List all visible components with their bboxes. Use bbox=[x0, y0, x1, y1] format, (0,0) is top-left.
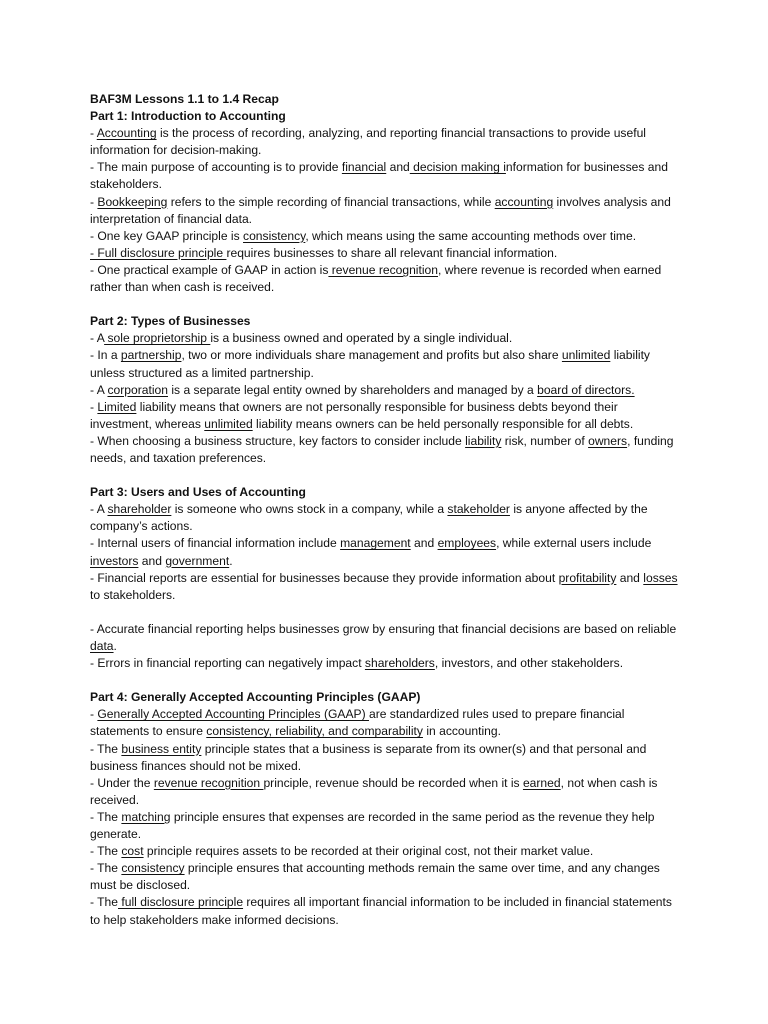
bullet-paragraph bbox=[90, 399, 682, 433]
text-run: . bbox=[113, 639, 117, 653]
text-run: , where revenue is recorded when earned rather than when cash is received. bbox=[90, 262, 662, 295]
text-run: - bbox=[90, 707, 98, 722]
bullet-paragraph bbox=[90, 655, 682, 672]
text-run: - In a bbox=[90, 348, 121, 363]
underlined-term: government bbox=[165, 553, 230, 568]
text-run: is anyone affected by the company’s actions. bbox=[90, 502, 648, 534]
text-run: - When choosing a business structure, key factors to consider include bbox=[90, 433, 466, 448]
document-body bbox=[90, 108, 682, 929]
underlined-term: shareholder bbox=[107, 502, 172, 517]
bullet-paragraph bbox=[90, 159, 682, 193]
text-run: and bbox=[616, 570, 644, 585]
section-1 bbox=[90, 108, 682, 296]
text-run: , which means using the same accounting methods over time. bbox=[305, 228, 637, 243]
text-run: principle ensures that accounting methods remain the same over time, and any changes must be disclosed. bbox=[90, 861, 660, 893]
text-run: is someone who owns stock in a company, while a bbox=[171, 502, 448, 517]
text-run: requires businesses to share all relevant financial information. bbox=[226, 245, 558, 260]
text-run: - Financial reports are essential for businesses because they provide information about bbox=[90, 570, 559, 585]
section-heading: Part 3: Users and Uses of Accounting bbox=[90, 485, 306, 500]
text-run: principle states that a business is separate from its owner(s) and that personal and business finances should not be mixed. bbox=[90, 741, 647, 773]
text-run: liability means owners can be held personally responsible for all debts. bbox=[252, 416, 634, 431]
bullet-paragraph bbox=[90, 809, 682, 843]
text-run: principle ensures that expenses are recorded in the same period as the revenue they help generate. bbox=[90, 809, 655, 842]
bullet-paragraph bbox=[90, 330, 682, 347]
text-run: and bbox=[410, 536, 438, 551]
underlined-term: losses bbox=[643, 570, 678, 585]
section-heading: Part 4: Generally Accepted Accounting Principles (GAAP) bbox=[90, 690, 421, 705]
bullet-paragraph bbox=[90, 860, 682, 894]
underlined-term: consistency bbox=[243, 228, 306, 243]
underlined-term: full disclosure principle bbox=[118, 895, 244, 910]
text-run: - Under the bbox=[90, 775, 154, 790]
underlined-term: matching bbox=[121, 809, 171, 824]
underlined-term: consistency, reliability, and comparability bbox=[206, 724, 423, 739]
document-page bbox=[90, 91, 682, 946]
text-run: - One key GAAP principle is bbox=[90, 228, 244, 243]
text-run: involves analysis and interpretation of financial data. bbox=[90, 194, 671, 226]
bullet-paragraph bbox=[90, 741, 682, 775]
underlined-term: employees bbox=[437, 536, 497, 551]
text-run: requires all important financial information to be included in financial statements to help stakeholders make informed decisions. bbox=[90, 895, 672, 927]
text-run: , while external users include bbox=[496, 536, 652, 551]
text-run: - Errors in financial reporting can negatively impact bbox=[90, 656, 365, 671]
bullet-paragraph bbox=[90, 125, 682, 159]
underlined-term: corporation bbox=[107, 382, 168, 397]
underlined-term: Bookkeeping bbox=[97, 194, 168, 209]
section-heading: Part 1: Introduction to Accounting bbox=[90, 109, 286, 124]
text-run: liability unless structured as a limited partnership. bbox=[90, 348, 650, 380]
text-run: - One practical example of GAAP in action is bbox=[90, 262, 329, 277]
text-run: and bbox=[386, 160, 410, 175]
text-run: - bbox=[90, 399, 98, 414]
underlined-term: stakeholder bbox=[447, 502, 510, 517]
text-run: are standardized rules used to prepare financial statements to ensure bbox=[90, 707, 625, 739]
underlined-term: accounting bbox=[494, 194, 554, 209]
bullet-paragraph bbox=[90, 894, 682, 928]
underlined-term: Accounting bbox=[96, 126, 157, 141]
underlined-term: unlimited bbox=[204, 416, 253, 431]
text-run: , funding needs, and taxation preferences. bbox=[90, 433, 674, 465]
bullet-paragraph bbox=[90, 570, 682, 604]
text-run: principle requires assets to be recorded at their original cost, not their market value. bbox=[143, 844, 594, 859]
underlined-term: investors bbox=[90, 553, 139, 568]
underlined-term: Generally Accepted Accounting Principles (GAAP) bbox=[97, 707, 369, 722]
underlined-term: earned bbox=[522, 775, 561, 790]
underlined-term: revenue recognition bbox=[328, 262, 438, 277]
underlined-term: financial bbox=[341, 160, 387, 175]
text-run: refers to the simple recording of financial transactions, while bbox=[167, 194, 495, 209]
text-run: , investors, and other stakeholders. bbox=[434, 656, 624, 671]
text-run: - A bbox=[90, 502, 108, 517]
text-run: is a business owned and operated by a single individual. bbox=[210, 331, 513, 346]
text-run: - bbox=[90, 126, 97, 141]
document-title: BAF3M Lessons 1.1 to 1.4 Recap bbox=[90, 92, 279, 106]
section-5 bbox=[90, 689, 682, 928]
underlined-term: Limited bbox=[97, 399, 137, 414]
text-run: - The bbox=[90, 844, 122, 859]
text-run: - Internal users of financial information include bbox=[90, 536, 341, 551]
text-run: - The main purpose of accounting is to provide bbox=[90, 160, 342, 175]
bullet-paragraph bbox=[90, 382, 682, 399]
bullet-paragraph bbox=[90, 194, 682, 228]
text-run: - The bbox=[90, 861, 122, 876]
underlined-term: board of directors. bbox=[537, 382, 635, 397]
bullet-paragraph bbox=[90, 535, 682, 569]
section-4 bbox=[90, 621, 682, 672]
text-run: - The bbox=[90, 895, 119, 910]
underlined-term: unlimited bbox=[561, 348, 611, 363]
text-run: . bbox=[229, 553, 233, 568]
text-run: - The bbox=[90, 809, 122, 824]
text-run: and bbox=[138, 553, 166, 568]
underlined-term: business entity bbox=[121, 741, 202, 756]
text-run: risk, number of bbox=[501, 433, 589, 448]
text-run: , not when cash is received. bbox=[90, 775, 658, 807]
text-run: - bbox=[90, 194, 98, 209]
text-run: nformation for businesses and stakeholders. bbox=[90, 160, 668, 192]
bullet-paragraph bbox=[90, 775, 682, 809]
underlined-term: - Full disclosure principle bbox=[90, 245, 227, 260]
underlined-term: revenue recognition bbox=[153, 775, 264, 790]
bullet-paragraph bbox=[90, 433, 682, 467]
bullet-paragraph bbox=[90, 347, 682, 381]
underlined-term: owners bbox=[588, 433, 628, 448]
text-run: liability means that owners are not personally responsible for business debts beyond their investment, whereas bbox=[90, 399, 618, 431]
text-run: - Accurate financial reporting helps businesses grow by ensuring that financial decisions are based on reliable bbox=[90, 621, 677, 636]
underlined-term: profitability bbox=[558, 570, 617, 585]
text-run: principle, revenue should be recorded when it is bbox=[263, 775, 523, 790]
text-run: , two or more individuals share management and profits but also share bbox=[181, 348, 562, 363]
bullet-paragraph bbox=[90, 228, 682, 245]
text-run: is the process of recording, analyzing, and reporting financial transactions to provide useful information for decision-making. bbox=[90, 126, 646, 158]
bullet-paragraph bbox=[90, 501, 682, 535]
underlined-term: consistency bbox=[121, 861, 185, 876]
text-run: - A bbox=[90, 331, 105, 346]
underlined-term: decision making i bbox=[409, 160, 506, 175]
section-3 bbox=[90, 484, 682, 604]
text-run: - A bbox=[90, 382, 108, 397]
underlined-term: management bbox=[340, 536, 411, 551]
text-run: to stakeholders. bbox=[90, 587, 176, 602]
underlined-term: cost bbox=[121, 844, 144, 859]
underlined-term: sole proprietorship bbox=[104, 331, 211, 346]
underlined-term: data bbox=[90, 639, 114, 653]
bullet-paragraph bbox=[90, 843, 682, 860]
underlined-term: partnership bbox=[120, 348, 182, 363]
bullet-paragraph bbox=[90, 245, 682, 262]
text-run: is a separate legal entity owned by shareholders and managed by a bbox=[168, 382, 538, 397]
bullet-paragraph bbox=[90, 262, 682, 296]
bullet-paragraph bbox=[90, 706, 682, 740]
text-run: - The bbox=[90, 741, 122, 756]
bullet-paragraph bbox=[90, 621, 682, 655]
section-2 bbox=[90, 313, 682, 467]
underlined-term: shareholders bbox=[364, 656, 435, 671]
text-run: in accounting. bbox=[422, 724, 501, 739]
section-heading: Part 2: Types of Businesses bbox=[90, 314, 251, 329]
underlined-term: liability bbox=[465, 433, 502, 448]
